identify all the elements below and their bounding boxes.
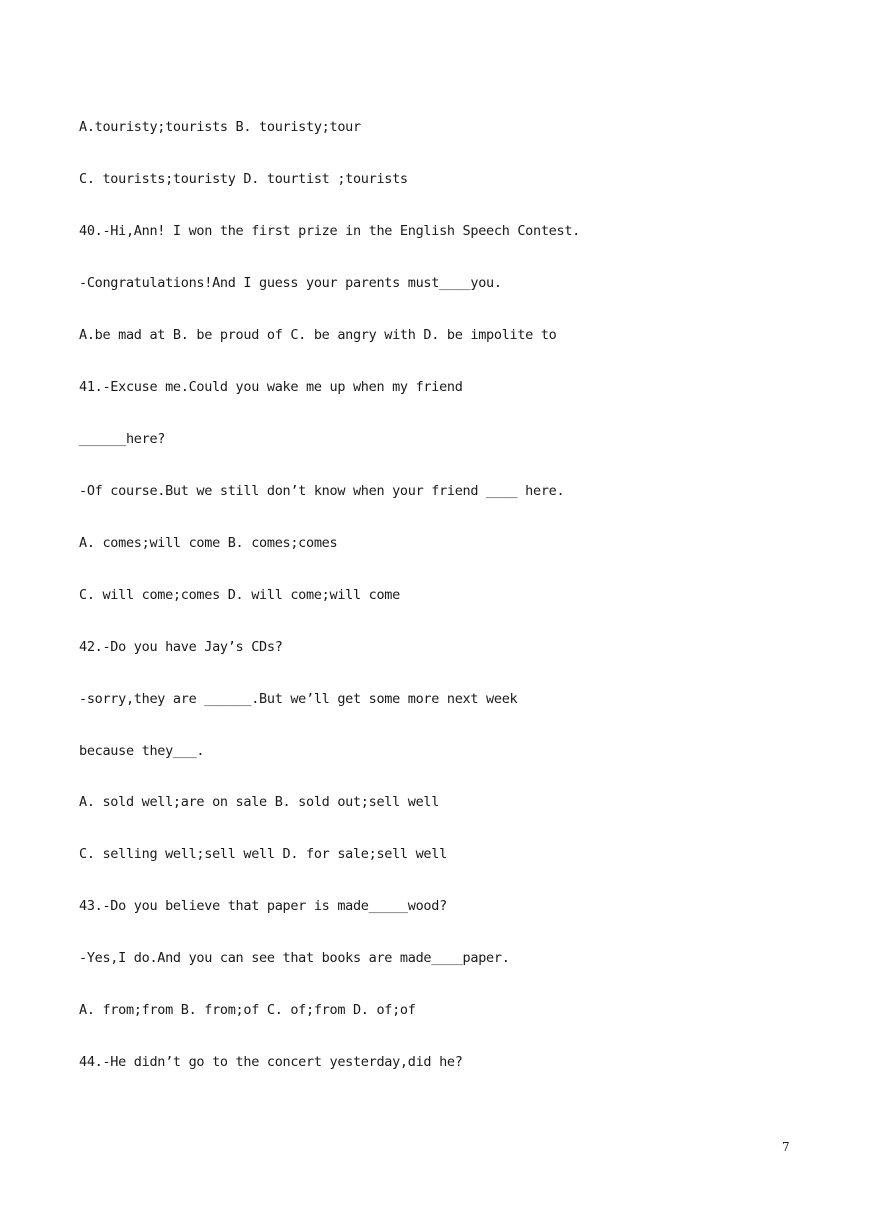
question-43-line-1: 43.-Do you believe that paper is made_____wood? <box>79 898 447 914</box>
answer-options-41-ab: A. comes;will come B. comes;comes <box>79 535 338 551</box>
question-40-line-2: -Congratulations!And I guess your parents must____you. <box>79 275 502 291</box>
question-40-line-1: 40.-Hi,Ann! I won the first prize in the English Speech Contest. <box>79 223 580 239</box>
question-41-line-1: 41.-Excuse me.Could you wake me up when my friend <box>79 379 463 395</box>
answer-options-41-cd: C. will come;comes D. will come;will come <box>79 587 400 603</box>
answer-options-40: A.be mad at B. be proud of C. be angry with D. be impolite to <box>79 327 557 343</box>
answer-options-42-cd: C. selling well;sell well D. for sale;sell well <box>79 846 447 862</box>
question-41-line-3: -Of course.But we still don’t know when your friend ____ here. <box>79 483 565 499</box>
question-44-line-1: 44.-He didn’t go to the concert yesterday,did he? <box>79 1054 463 1070</box>
answer-options-43: A. from;from B. from;of C. of;from D. of;of <box>79 1002 416 1018</box>
answer-options-42-ab: A. sold well;are on sale B. sold out;sell well <box>79 794 440 810</box>
question-43-line-2: -Yes,I do.And you can see that books are made____paper. <box>79 950 510 966</box>
question-42-line-3: because they___. <box>79 743 205 759</box>
page-number: 7 <box>782 1140 790 1154</box>
question-42-line-2: -sorry,they are ______.But we’ll get some more next week <box>79 691 518 707</box>
answer-options-39-ab: A.touristy;tourists B. touristy;tour <box>79 119 361 135</box>
question-42-line-1: 42.-Do you have Jay’s CDs? <box>79 639 283 655</box>
answer-options-39-cd: C. tourists;touristy D. tourtist ;tourists <box>79 171 408 187</box>
question-41-line-2: ______here? <box>79 431 166 447</box>
